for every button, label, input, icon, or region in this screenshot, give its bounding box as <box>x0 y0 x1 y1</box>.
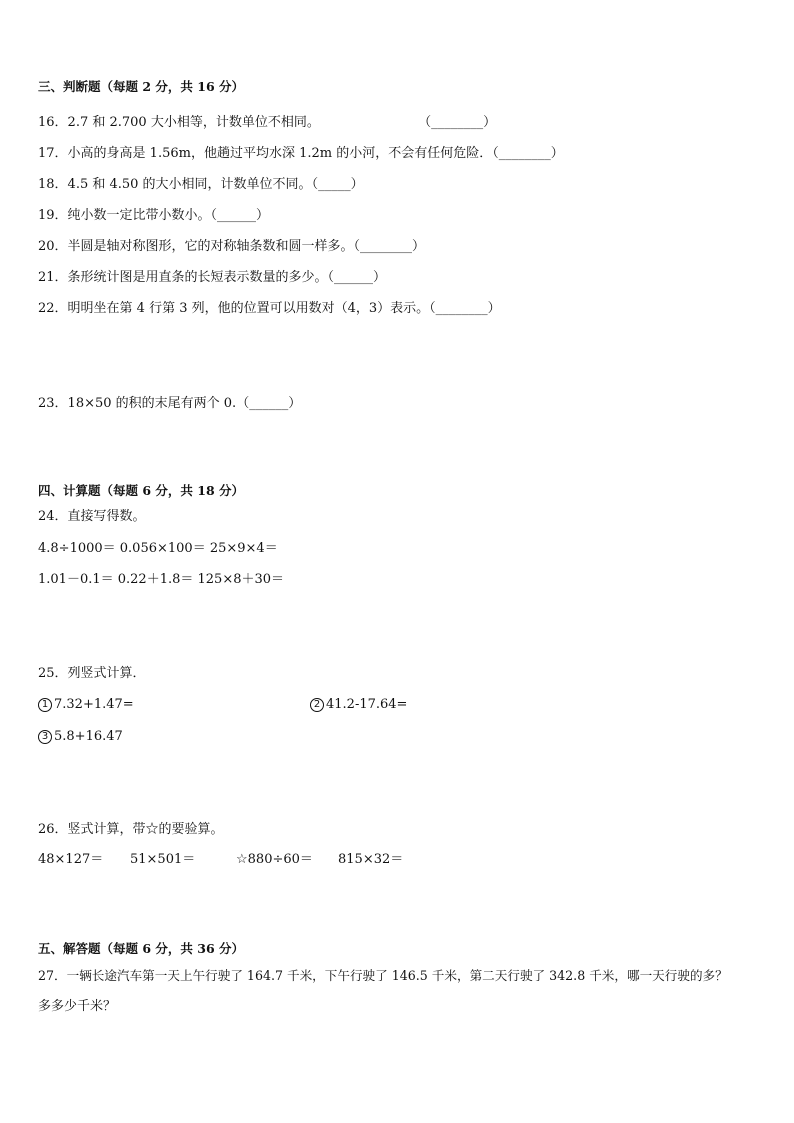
circled-number-2-icon: 2 <box>310 698 324 712</box>
question-19-text: 19．纯小数一定比带小数小。 <box>38 208 211 223</box>
question-16-answer-blank[interactable]: （________） <box>418 115 497 130</box>
section-4-title: 四、计算题（每题 6 分，共 18 分） <box>38 483 245 498</box>
circled-number-1-icon: 1 <box>38 698 52 712</box>
question-23-answer-blank[interactable]: （______） <box>236 396 302 411</box>
question-24-prompt: 24．直接写得数。 <box>38 509 146 524</box>
question-26-item-4: 815×32＝ <box>338 852 404 867</box>
question-18-answer-blank[interactable]: （_____） <box>311 177 364 192</box>
question-20 <box>38 238 425 256</box>
question-17-answer-blank[interactable]: （________） <box>492 146 564 161</box>
section-3-title: 三、判断题（每题 2 分，共 16 分） <box>38 79 245 94</box>
question-25-item-1-text: 7.32+1.47= <box>54 697 134 712</box>
question-26-prompt: 26．竖式计算，带☆的要验算。 <box>38 822 224 837</box>
question-18-text: 18．4.5 和 4.50 的大小相同，计数单位不同。 <box>38 177 312 192</box>
question-23 <box>38 395 301 413</box>
question-23-text: 23．18×50 的积的末尾有两个 0. <box>38 396 237 411</box>
question-22-text: 22．明明坐在第 4 行第 3 列，他的位置可以用数对（4，3）表示。 <box>38 301 430 316</box>
question-16 <box>38 114 496 132</box>
question-21-answer-blank[interactable]: （______） <box>327 270 387 285</box>
question-27-line-1: 27．一辆长途汽车第一天上午行驶了 164.7 千米，下午行驶了 146.5 千米，第二天行驶了 342.8 千米，哪一天行驶的多？ <box>38 968 728 983</box>
question-17 <box>38 145 564 163</box>
question-20-text: 20．半圆是轴对称图形，它的对称轴条数和圆一样多。 <box>38 239 354 254</box>
question-25-item-1 <box>38 696 134 714</box>
question-26-item-1: 48×127＝ <box>38 852 104 867</box>
question-26-item-3: ☆880÷60＝ <box>236 852 313 867</box>
section-5-title: 五、解答题（每题 6 分，共 36 分） <box>38 941 245 956</box>
question-17-text: 17．小高的身高是 1.56m，他趟过平均水深 1.2m 的小河，不会有任何危险． <box>38 146 493 161</box>
question-25-item-3 <box>38 728 123 746</box>
question-21 <box>38 269 386 287</box>
question-26-item-2: 51×501＝ <box>130 852 196 867</box>
question-18 <box>38 176 364 194</box>
question-25-item-2 <box>310 696 407 714</box>
question-22-answer-blank[interactable]: （________） <box>429 301 501 316</box>
question-21-text: 21．条形统计图是用直条的长短表示数量的多少。 <box>38 270 328 285</box>
question-27-line-2: 多多少千米？ <box>38 999 117 1014</box>
question-24-row-2: 1.01－0.1＝ 0.22＋1.8＝ 125×8＋30＝ <box>38 572 285 587</box>
question-24-row-1: 4.8÷1000＝ 0.056×100＝ 25×9×4＝ <box>38 541 278 556</box>
question-25-item-2-text: 41.2-17.64= <box>326 697 408 712</box>
question-22 <box>38 300 501 318</box>
question-25-item-3-text: 5.8+16.47 <box>54 729 123 744</box>
question-19 <box>38 207 269 225</box>
question-20-answer-blank[interactable]: （________） <box>353 239 426 254</box>
question-19-answer-blank[interactable]: （______） <box>210 208 270 223</box>
circled-number-3-icon: 3 <box>38 730 52 744</box>
question-16-text: 16．2.7 和 2.700 大小相等，计数单位不相同。 <box>38 115 320 130</box>
question-25-prompt: 25．列竖式计算． <box>38 666 146 681</box>
